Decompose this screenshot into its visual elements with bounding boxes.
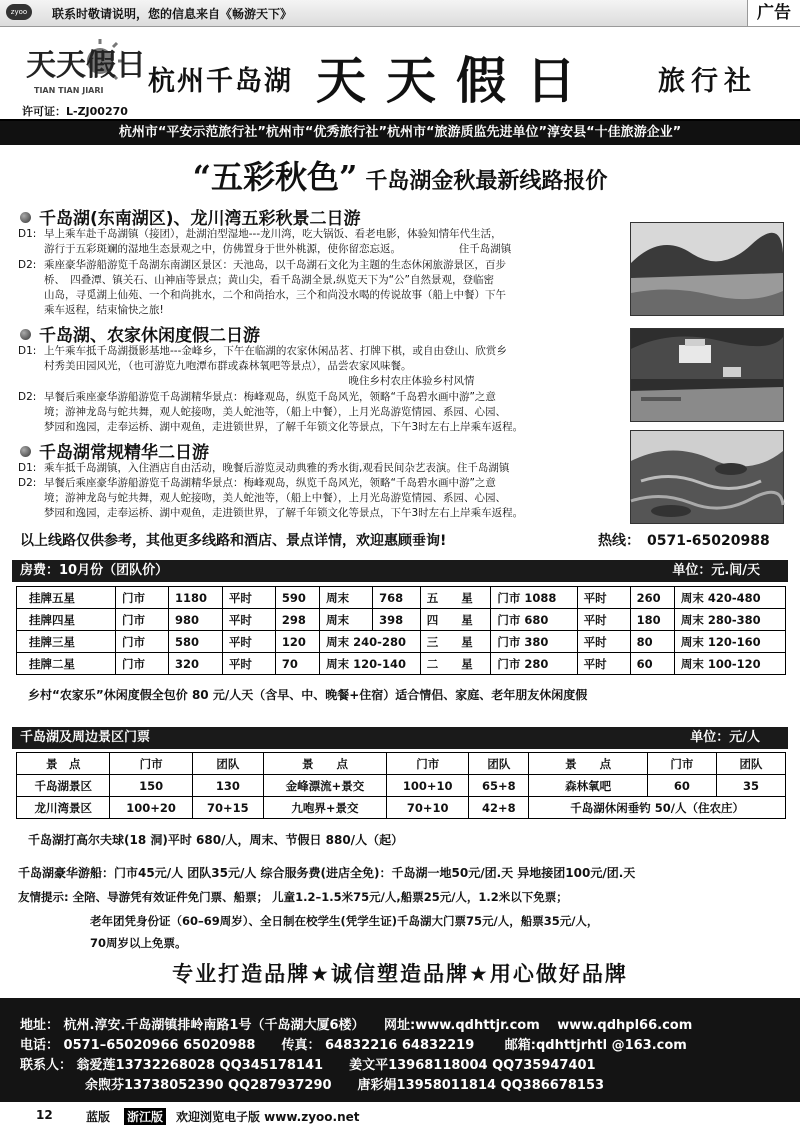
table-cell: 门市 380 bbox=[491, 631, 577, 653]
table-cell: 180 bbox=[630, 609, 674, 631]
table-header-cell: 团队 bbox=[716, 753, 785, 775]
itinerary-line: 游行于五彩斑斓的湿地生态景观之中，仿佛置身于世外桃源，使你留恋忘返。 住千岛湖镇 bbox=[44, 243, 512, 255]
table-cell: 平时 bbox=[577, 609, 630, 631]
tickets-title: 千岛湖及周边景区门票 bbox=[20, 730, 151, 745]
table-cell: 挂牌五星 bbox=[17, 587, 116, 609]
table-cell: 金峰漂流+景交 bbox=[263, 775, 386, 797]
table-cell: 80 bbox=[630, 631, 674, 653]
table-header-cell: 景 点 bbox=[263, 753, 386, 775]
honors-banner: 杭州市“平安示范旅行社”杭州市“优秀旅行社”杭州市“旅游质监先进单位”淳安县“十佳旅游企业” bbox=[0, 121, 800, 145]
table-cell: 768 bbox=[373, 587, 421, 609]
table-cell: 70+10 bbox=[387, 797, 469, 819]
table-cell: 千岛湖休闲垂钓 50/人（住农庄） bbox=[529, 797, 786, 819]
room-rates-unit: 单位：元.间/天 bbox=[672, 563, 760, 578]
table-cell: 120 bbox=[275, 631, 319, 653]
table-cell: 平时 bbox=[222, 653, 275, 675]
itinerary-line: D2: 乘座豪华游船游览千岛湖东南湖区景区：天池岛，以千岛湖石文化为主题的生态休闲旅游景区，百步 bbox=[18, 259, 506, 271]
edition-label: 蓝版 bbox=[86, 1110, 111, 1124]
itinerary-line: D2: 早餐后乘座豪华游船游览千岛湖精华景点：梅峰观岛，纵览千岛风光，领略“千岛碧水画中游”之意 bbox=[18, 391, 496, 403]
table-cell: 150 bbox=[110, 775, 192, 797]
itinerary-line: 晚住乡村农庄体验乡村风情 bbox=[44, 375, 475, 387]
table-cell: 千岛湖景区 bbox=[17, 775, 110, 797]
table-header-cell: 门市 bbox=[647, 753, 716, 775]
promo-subtitle: 千岛湖金秋最新线路报价 bbox=[365, 169, 608, 194]
page-footer bbox=[0, 1106, 800, 1126]
bullet-icon bbox=[20, 446, 31, 457]
table-cell: 298 bbox=[275, 609, 319, 631]
agency-logo bbox=[24, 35, 146, 101]
brand-name: 天天假日 bbox=[316, 51, 596, 110]
itinerary-line: 乘车返程，结束愉快之旅! bbox=[44, 304, 164, 316]
tickets-table bbox=[16, 752, 786, 819]
page-number: 12 bbox=[36, 1108, 53, 1122]
address-line: 地址： 杭州.淳安.千岛湖镇排岭南路1号（千岛湖大厦6楼） 网址:www.qdhttjr.com www.qdhpl66.com bbox=[20, 1018, 693, 1033]
table-cell: 周末 bbox=[320, 609, 373, 631]
itinerary-line: 梦园和逸园，走奉运桥、湖中观鱼，走进锁世界，了解千年锁文化等景点，下午3时左右上岸乘车返程。 bbox=[44, 507, 524, 519]
region-badge: 浙江版 bbox=[124, 1108, 166, 1125]
table-cell: 周末 120-140 bbox=[320, 653, 421, 675]
promo-title: “五彩秋色” bbox=[192, 158, 358, 196]
table-cell: 60 bbox=[647, 775, 716, 797]
table-cell: 门市 680 bbox=[491, 609, 577, 631]
table-cell: 平时 bbox=[222, 587, 275, 609]
bullet-icon bbox=[20, 329, 31, 340]
table-cell: 周末 100-120 bbox=[674, 653, 785, 675]
tickets-bar bbox=[12, 727, 788, 749]
logo-emblem-sub: TIAN TIAN JIARI bbox=[34, 86, 104, 95]
farmhouse-photo bbox=[630, 328, 784, 422]
table-cell: 1180 bbox=[169, 587, 223, 609]
table-cell: 65+8 bbox=[469, 775, 529, 797]
itinerary-line: D1: 早上乘车赴千岛湖镇（接团），赴湖泊型湿地---龙川湾，吃大锅饭、看老电影，体验知情年代生活， bbox=[18, 228, 502, 240]
hotline: 热线： 0571-65020988 bbox=[598, 533, 770, 549]
table-cell: 70 bbox=[275, 653, 319, 675]
table-cell: 平时 bbox=[577, 653, 630, 675]
room-rates-table bbox=[16, 586, 786, 675]
phone-line: 电话： 0571–65020966 65020988 传真： 64832216 64832219 邮箱:qdhttjrhtl @163.com bbox=[20, 1038, 687, 1053]
disclaimer: 以上线路仅供参考，其他更多线路和酒店、景点详情，欢迎惠顾垂询! bbox=[20, 533, 447, 549]
itinerary-line: 山岛，寻觅湖上仙苑、一个和尚挑水，二个和尚抬水，三个和尚没水喝的传说故事（船上中餐）下午 bbox=[44, 289, 506, 301]
table-cell: 九咆界+景交 bbox=[263, 797, 386, 819]
license-number: 许可证：L-ZJ00270 bbox=[22, 105, 128, 118]
table-cell: 60 bbox=[630, 653, 674, 675]
room-rates-bar bbox=[12, 560, 788, 582]
table-cell: 门市 bbox=[116, 609, 169, 631]
table-cell: 398 bbox=[373, 609, 421, 631]
table-cell: 五 星 bbox=[420, 587, 491, 609]
table-cell: 门市 bbox=[116, 587, 169, 609]
publisher-logo: zyoo bbox=[6, 4, 32, 20]
contact-footer bbox=[0, 998, 800, 1102]
table-cell: 门市 1088 bbox=[491, 587, 577, 609]
table-cell: 周末 280-380 bbox=[674, 609, 785, 631]
itinerary-line: D1: 乘车抵千岛湖镇，入住酒店自由活动，晚餐后游览灵动典雅的秀水街,观看民间杂艺表演。住千岛湖镇 bbox=[18, 462, 510, 474]
website-note: 欢迎浏览电子版 www.zyoo.net bbox=[176, 1110, 360, 1124]
table-header-row bbox=[17, 753, 786, 775]
table-header-cell: 景 点 bbox=[17, 753, 110, 775]
tips-line: 友情提示: 全陪、导游凭有效证件免门票、船票； 儿童1.2–1.5米75元/人,船票25元/人，1.2米以下免票； bbox=[18, 890, 568, 904]
table-cell: 平时 bbox=[577, 587, 630, 609]
table-row bbox=[17, 631, 786, 653]
table-header-cell: 团队 bbox=[469, 753, 529, 775]
itinerary-line: 桥、 四叠潭、镇关石、山神庙等景点；黄山尖，看千岛湖全景,纵览天下为“公”自然景观，登临密 bbox=[44, 274, 494, 286]
tour-title: 千岛湖常规精华二日游 bbox=[20, 438, 209, 463]
table-cell: 平时 bbox=[222, 631, 275, 653]
table-row bbox=[17, 587, 786, 609]
table-header-cell: 门市 bbox=[110, 753, 192, 775]
itinerary-line: 村秀美田园风光，（也可游览九咆潭布群或森林氧吧等景点），品尝农家风味餐。 bbox=[44, 360, 412, 372]
table-cell: 100+20 bbox=[110, 797, 192, 819]
table-cell: 挂牌四星 bbox=[17, 609, 116, 631]
table-cell: 龙川湾景区 bbox=[17, 797, 110, 819]
itinerary-line: D2: 早餐后乘座豪华游船游览千岛湖精华景点：梅峰观岛，纵览千岛风光，领略“千岛碧水画中游”之意 bbox=[18, 477, 496, 489]
contact-line: 余煦芬13738052390 QQ287937290 唐彩娟13958011814 QQ386678153 bbox=[20, 1078, 605, 1093]
itinerary-line: 梦园和逸园，走奉运桥、湖中观鱼，走进锁世界，了解千年锁文化等景点，下午3时左右上岸乘车返程。 bbox=[44, 421, 524, 433]
table-cell: 周末 420-480 bbox=[674, 587, 785, 609]
contact-notice: 联系时敬请说明，您的信息来自《畅游天下》 bbox=[52, 7, 293, 21]
table-cell: 42+8 bbox=[469, 797, 529, 819]
contact-line: 联系人： 翁爱莲13732268028 QQ345178141 姜文平13968118004 QQ735947401 bbox=[20, 1058, 596, 1073]
table-cell: 二 星 bbox=[420, 653, 491, 675]
table-cell: 门市 280 bbox=[491, 653, 577, 675]
table-cell: 三 星 bbox=[420, 631, 491, 653]
table-header-cell: 门市 bbox=[387, 753, 469, 775]
farm-stay-note: 乡村“农家乐”休闲度假全包价 80 元/人天（含早、中、晚餐+住宿）适合情侣、家庭、老年朋友休闲度假 bbox=[28, 688, 588, 702]
table-row bbox=[17, 797, 786, 819]
itinerary-line: 境；游神龙岛与蛇共舞，观人蛇接吻，美人蛇池等，（船上中餐），上月光岛游览情园、系园、心园、 bbox=[44, 406, 506, 418]
table-cell: 100+10 bbox=[387, 775, 469, 797]
table-cell: 门市 bbox=[116, 631, 169, 653]
table-cell: 590 bbox=[275, 587, 319, 609]
brand-slogan: 专业打造品牌★诚信塑造品牌★用心做好品牌 bbox=[172, 962, 628, 986]
table-cell: 挂牌三星 bbox=[17, 631, 116, 653]
golf-note: 千岛湖打高尔夫球(18 洞)平时 680/人，周末、节假日 880/人（起） bbox=[28, 833, 404, 847]
ad-label: 广告 bbox=[747, 0, 800, 26]
logo-emblem-text: 天天假日 bbox=[26, 48, 146, 83]
bullet-icon bbox=[20, 212, 31, 223]
table-cell: 周末 240-280 bbox=[320, 631, 421, 653]
table-cell: 平时 bbox=[222, 609, 275, 631]
table-cell: 320 bbox=[169, 653, 223, 675]
table-row bbox=[17, 775, 786, 797]
table-header-cell: 团队 bbox=[192, 753, 263, 775]
tips-line: 70周岁以上免票。 bbox=[90, 936, 187, 950]
table-cell: 平时 bbox=[577, 631, 630, 653]
table-cell: 70+15 bbox=[192, 797, 263, 819]
itinerary-line: D1: 上午乘车抵千岛湖摄影基地---金峰乡，下午在临湖的农家休闲品茗、打牌下棋，或自由登山、欣赏乡 bbox=[18, 345, 507, 357]
tour-title: 千岛湖(东南湖区)、龙川湾五彩秋景二日游 bbox=[20, 204, 361, 229]
promo-headline bbox=[0, 152, 800, 196]
itinerary-line: 境；游神龙岛与蛇共舞，观人蛇接吻，美人蛇池等，（船上中餐），上月光岛游览情园、系园、心园、 bbox=[44, 492, 506, 504]
tour-title: 千岛湖、农家休闲度假二日游 bbox=[20, 321, 260, 346]
table-cell: 260 bbox=[630, 587, 674, 609]
table-cell: 35 bbox=[716, 775, 785, 797]
aerial-islands-photo bbox=[630, 430, 784, 524]
table-header-cell: 景 点 bbox=[529, 753, 648, 775]
table-cell: 980 bbox=[169, 609, 223, 631]
tips-line: 老年团凭身份证（60–69周岁）、全日制在校学生(凭学生证)千岛湖大门票75元/人，船票35元/人， bbox=[90, 914, 599, 928]
table-cell: 580 bbox=[169, 631, 223, 653]
cruise-pricing: 千岛湖豪华游船：门市45元/人 团队35元/人 综合服务费(进店全免)：千岛湖一地50元/团.天 异地接团100元/团.天 bbox=[18, 866, 636, 880]
table-row bbox=[17, 609, 786, 631]
table-row bbox=[17, 653, 786, 675]
table-cell: 130 bbox=[192, 775, 263, 797]
table-cell: 森林氧吧 bbox=[529, 775, 648, 797]
top-notice-bar bbox=[0, 0, 800, 27]
room-rates-title: 房费：10月份（团队价） bbox=[20, 563, 169, 578]
tickets-unit: 单位：元/人 bbox=[690, 730, 760, 745]
table-cell: 周末 bbox=[320, 587, 373, 609]
table-cell: 四 星 bbox=[420, 609, 491, 631]
brand-suffix: 旅行社 bbox=[658, 66, 757, 97]
agency-header bbox=[0, 27, 800, 121]
table-cell: 周末 120-160 bbox=[674, 631, 785, 653]
lake-wetland-photo bbox=[630, 222, 784, 316]
brand-location: 杭州千岛湖 bbox=[148, 66, 293, 97]
table-cell: 挂牌二星 bbox=[17, 653, 116, 675]
tips-label: 友情提示: bbox=[18, 890, 69, 904]
table-cell: 门市 bbox=[116, 653, 169, 675]
